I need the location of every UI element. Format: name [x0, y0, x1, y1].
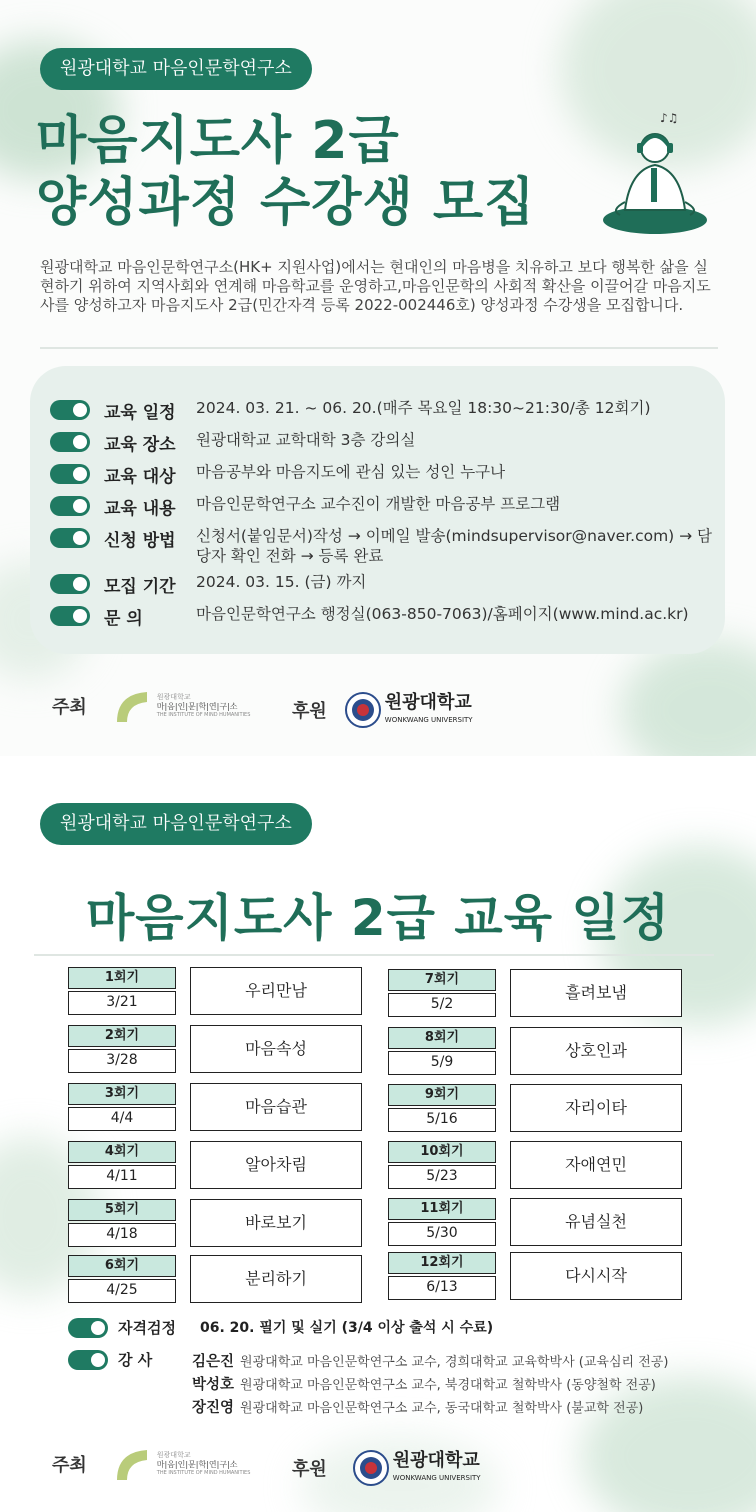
institute-logo-text: 원광대학교 마|음|인|문|학|연|구|소 THE INSTITUTE OF MIND HUMANITIES [156, 1450, 251, 1476]
info-row-target: 교육 대상 마음공부와 마음지도에 관심 있는 성인 누구나 [50, 462, 716, 487]
title-line-1: 마음지도사 2급 [36, 111, 400, 171]
toggle-icon [50, 432, 90, 452]
university-logo-text: 원광대학교 WONKWANG UNIVERSITY [384, 692, 473, 724]
sponsor-section: 후원 원광대학교 WONKWANG UNIVERSITY [292, 692, 473, 728]
intro-paragraph: 원광대학교 마음인문학연구소(HK+ 지원사업)에서는 현대인의 마음병을 치유하고 보다 행복한 삶을 실현하기 위하여 지역사회와 연계해 마음학교를 운영하고,마음인문학의 사회적 확산을 이끌어갈 마음지도사를 양성하고자 마음지도사 2급(민간자격 등록 2022-002446호) 양성과정 수강생을 모집합니다. [40, 258, 711, 314]
info-row-location: 교육 장소 원광대학교 교학대학 3층 강의실 [50, 430, 716, 455]
toggle-icon [68, 1318, 108, 1338]
lecturer-2: 박성호 원광대학교 마음인문학연구소 교수, 북경대학교 철학박사 (동양철학 전공) [192, 1377, 656, 1393]
info-row-content: 교육 내용 마음인문학연구소 교수진이 개발한 마음공부 프로그램 [50, 494, 716, 519]
svg-text:♪♫: ♪♫ [660, 111, 679, 125]
title-line-2: 양성과정 수강생 모집 [36, 173, 536, 233]
toggle-icon [50, 606, 90, 626]
page-title [36, 110, 626, 234]
host-section: 주최 원광대학교 마|음|인|문|학|연|구|소 THE INSTITUTE OF MIND HUMANITIES [52, 1446, 250, 1482]
university-seal-icon [353, 1450, 389, 1486]
institute-logo-icon [113, 688, 163, 724]
schedule-poster: 원광대학교 마음인문학연구소 마음지도사 2급 교육 일정 1회기 3/21 우리만남 2회기 3/28 마음속성 3회기 4/4 마음습관 4회기 4/11 알아차림 5회기 4/18 바로보기 6회기 4/25 분리하기 7회기 5/2 흘려보냄 8회기 5/9 상호인과 9회기 5/16 자리이타 10회기 5/23 자애연민 11회기 5/30 유념실천 12회기 6/13 다시시작 자격검정 06. 20. 필기 및 실기 (3/4 이상 출석 시 수료) 강 사 김은진 원광대학교 마음인문학연구소 교수, 경희대학교 교육학박사 (교육심리 전공) 박성호 원광대학교 마음인문학연구소 교수, 북경대학교 철학박사 (동양철학 전공) 장진영 원광대학교 마음인문학연구소 교수, 동국대학교 철학박사 (불교학 전공) 주최 원광대학교 마|음|인|문|학|연|구|소 THE INSTITUTE OF MIND HUMANITIES 후원 원광대학교 WONKWANG UNIVERSITY [0, 756, 756, 1512]
info-row-contact: 문 의 마음인문학연구소 행정실(063-850-7063)/홈페이지(www.mind.ac.kr) [50, 604, 716, 629]
lecturer-3: 장진영 원광대학교 마음인문학연구소 교수, 동국대학교 철학박사 (불교학 전공) [192, 1400, 644, 1416]
toggle-icon [50, 574, 90, 594]
toggle-icon [50, 400, 90, 420]
institute-logo-icon [113, 1446, 163, 1482]
university-logo-text: 원광대학교 WONKWANG UNIVERSITY [392, 1450, 481, 1482]
info-row-apply: 신청 방법 신청서(붙임문서)작성 → 이메일 발송(mindsupervisor@naver.com) → 담당자 확인 전화 → 등록 완료 [50, 526, 716, 566]
institute-logo-text: 원광대학교 마|음|인|문|학|연|구|소 THE INSTITUTE OF MIND HUMANITIES [156, 692, 251, 718]
sponsor-section: 후원 원광대학교 WONKWANG UNIVERSITY [292, 1450, 481, 1486]
exam-row: 자격검정 06. 20. 필기 및 실기 (3/4 이상 출석 시 수료) [68, 1316, 493, 1338]
lecturer-1: 김은진 원광대학교 마음인문학연구소 교수, 경희대학교 교육학박사 (교육심리 전공) [192, 1354, 669, 1370]
toggle-icon [50, 528, 90, 548]
divider [40, 347, 718, 349]
university-seal-icon [345, 692, 381, 728]
divider [34, 954, 714, 956]
schedule-title: 마음지도사 2급 교육 일정 [85, 889, 670, 947]
institute-badge: 원광대학교 마음인문학연구소 [40, 48, 312, 90]
toggle-icon [68, 1350, 108, 1370]
meditation-illustration [600, 110, 710, 240]
toggle-icon [50, 464, 90, 484]
lecturer-row: 강 사 [68, 1348, 188, 1370]
info-row-period: 모집 기간 2024. 03. 15. (금) 까지 [50, 572, 716, 597]
toggle-icon [50, 496, 90, 516]
institute-badge: 원광대학교 마음인문학연구소 [40, 803, 312, 845]
host-section: 주최 원광대학교 마|음|인|문|학|연|구|소 THE INSTITUTE OF MIND HUMANITIES [52, 688, 250, 724]
info-row-schedule: 교육 일정 2024. 03. 21. ~ 06. 20.(매주 목요일 18:30~21:30/총 12회기) [50, 398, 716, 423]
